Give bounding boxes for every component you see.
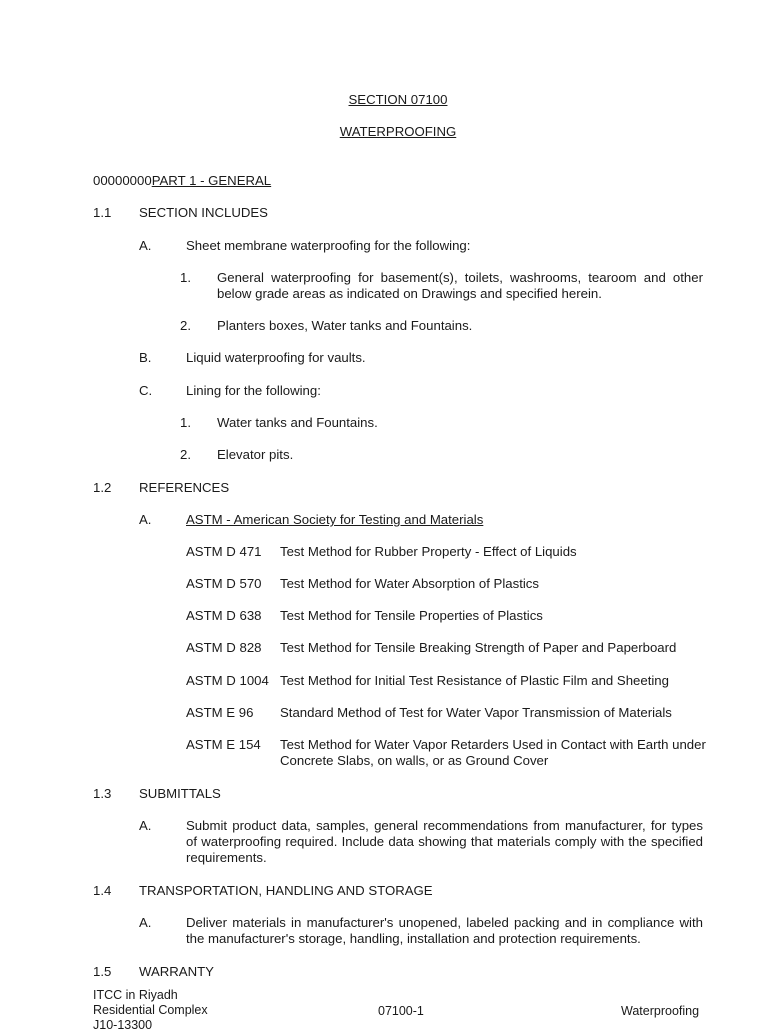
reference-description: Test Method for Rubber Property - Effect of Liquids xyxy=(280,544,577,559)
footer-line: Residential Complex xyxy=(93,1003,208,1017)
reference-code: ASTM D 570 xyxy=(186,576,262,591)
footer-page-number: 07100-1 xyxy=(378,1004,424,1018)
subparagraph-text: Elevator pits. xyxy=(217,447,294,462)
paragraph-text: Submit product data, samples, general recommendations from manufacturer, for types of waterproofing required. Include data showing that materials comply with the specified requirements. xyxy=(186,818,703,865)
reference-code: ASTM D 471 xyxy=(186,544,262,559)
reference-description: Test Method for Tensile Properties of Plastics xyxy=(280,608,543,623)
article-number: 1.5 xyxy=(93,964,112,979)
article-title: SUBMITTALS xyxy=(139,786,221,801)
reference-description: Test Method for Water Absorption of Plastics xyxy=(280,576,539,591)
article-number: 1.3 xyxy=(93,786,112,801)
section-title: WATERPROOFING xyxy=(339,124,457,139)
paragraph-label: C. xyxy=(139,383,153,398)
paragraph-text: Deliver materials in manufacturer's unopened, labeled packing and in compliance with the manufacturer's storage, handling, installation and protection requirements. xyxy=(186,915,703,946)
reference-code: ASTM E 96 xyxy=(186,705,254,720)
footer-section-name: Waterproofing xyxy=(621,1004,700,1018)
paragraph-text: Lining for the following: xyxy=(186,383,321,398)
article-title: TRANSPORTATION, HANDLING AND STORAGE xyxy=(139,883,433,898)
article-title: WARRANTY xyxy=(139,964,214,979)
paragraph-label: A. xyxy=(139,238,152,253)
subparagraph-label: 1. xyxy=(180,270,191,285)
paragraph-label: B. xyxy=(139,350,152,365)
footer-project xyxy=(93,988,208,1033)
reference-description: Test Method for Initial Test Resistance of Plastic Film and Sheeting xyxy=(280,673,669,688)
reference-code: ASTM D 828 xyxy=(186,640,262,655)
subparagraph-label: 2. xyxy=(180,447,191,462)
part-heading xyxy=(93,173,271,189)
paragraph-label: A. xyxy=(139,818,152,833)
section-number: SECTION 07100 xyxy=(348,92,448,107)
article-number: 1.2 xyxy=(93,480,112,495)
article-title: SECTION INCLUDES xyxy=(139,205,268,220)
reference-description: Standard Method of Test for Water Vapor Transmission of Materials xyxy=(280,705,672,720)
reference-description: Test Method for Water Vapor Retarders Used in Contact with Earth under Concrete Slabs, on walls, or as Ground Cover xyxy=(280,737,706,768)
subparagraph-label: 1. xyxy=(180,415,191,430)
part-title: PART 1 - GENERAL xyxy=(151,173,272,188)
footer-line: J10-13300 xyxy=(93,1018,153,1032)
article-number: 1.1 xyxy=(93,205,112,220)
subparagraph-text: Planters boxes, Water tanks and Fountains. xyxy=(217,318,473,333)
subparagraph-label: 2. xyxy=(180,318,191,333)
article-title: REFERENCES xyxy=(139,480,230,495)
article-number: 1.4 xyxy=(93,883,112,898)
reference-description: Test Method for Tensile Breaking Strength of Paper and Paperboard xyxy=(280,640,677,655)
footer-line: ITCC in Riyadh xyxy=(93,988,178,1002)
part-prefix: 00000000 xyxy=(93,173,152,188)
paragraph-label: A. xyxy=(139,915,152,930)
paragraph-label: A. xyxy=(139,512,152,527)
subparagraph-text: General waterproofing for basement(s), toilets, washrooms, tearoom and other below grade areas as indicated on Drawings and specified herein. xyxy=(217,270,703,301)
paragraph-text: Liquid waterproofing for vaults. xyxy=(186,350,366,365)
reference-code: ASTM D 638 xyxy=(186,608,262,623)
reference-organization: ASTM - American Society for Testing and Materials xyxy=(186,512,484,527)
reference-code: ASTM E 154 xyxy=(186,737,261,752)
subparagraph-text: Water tanks and Fountains. xyxy=(217,415,378,430)
reference-code: ASTM D 1004 xyxy=(186,673,269,688)
paragraph-text: Sheet membrane waterproofing for the following: xyxy=(186,238,471,253)
